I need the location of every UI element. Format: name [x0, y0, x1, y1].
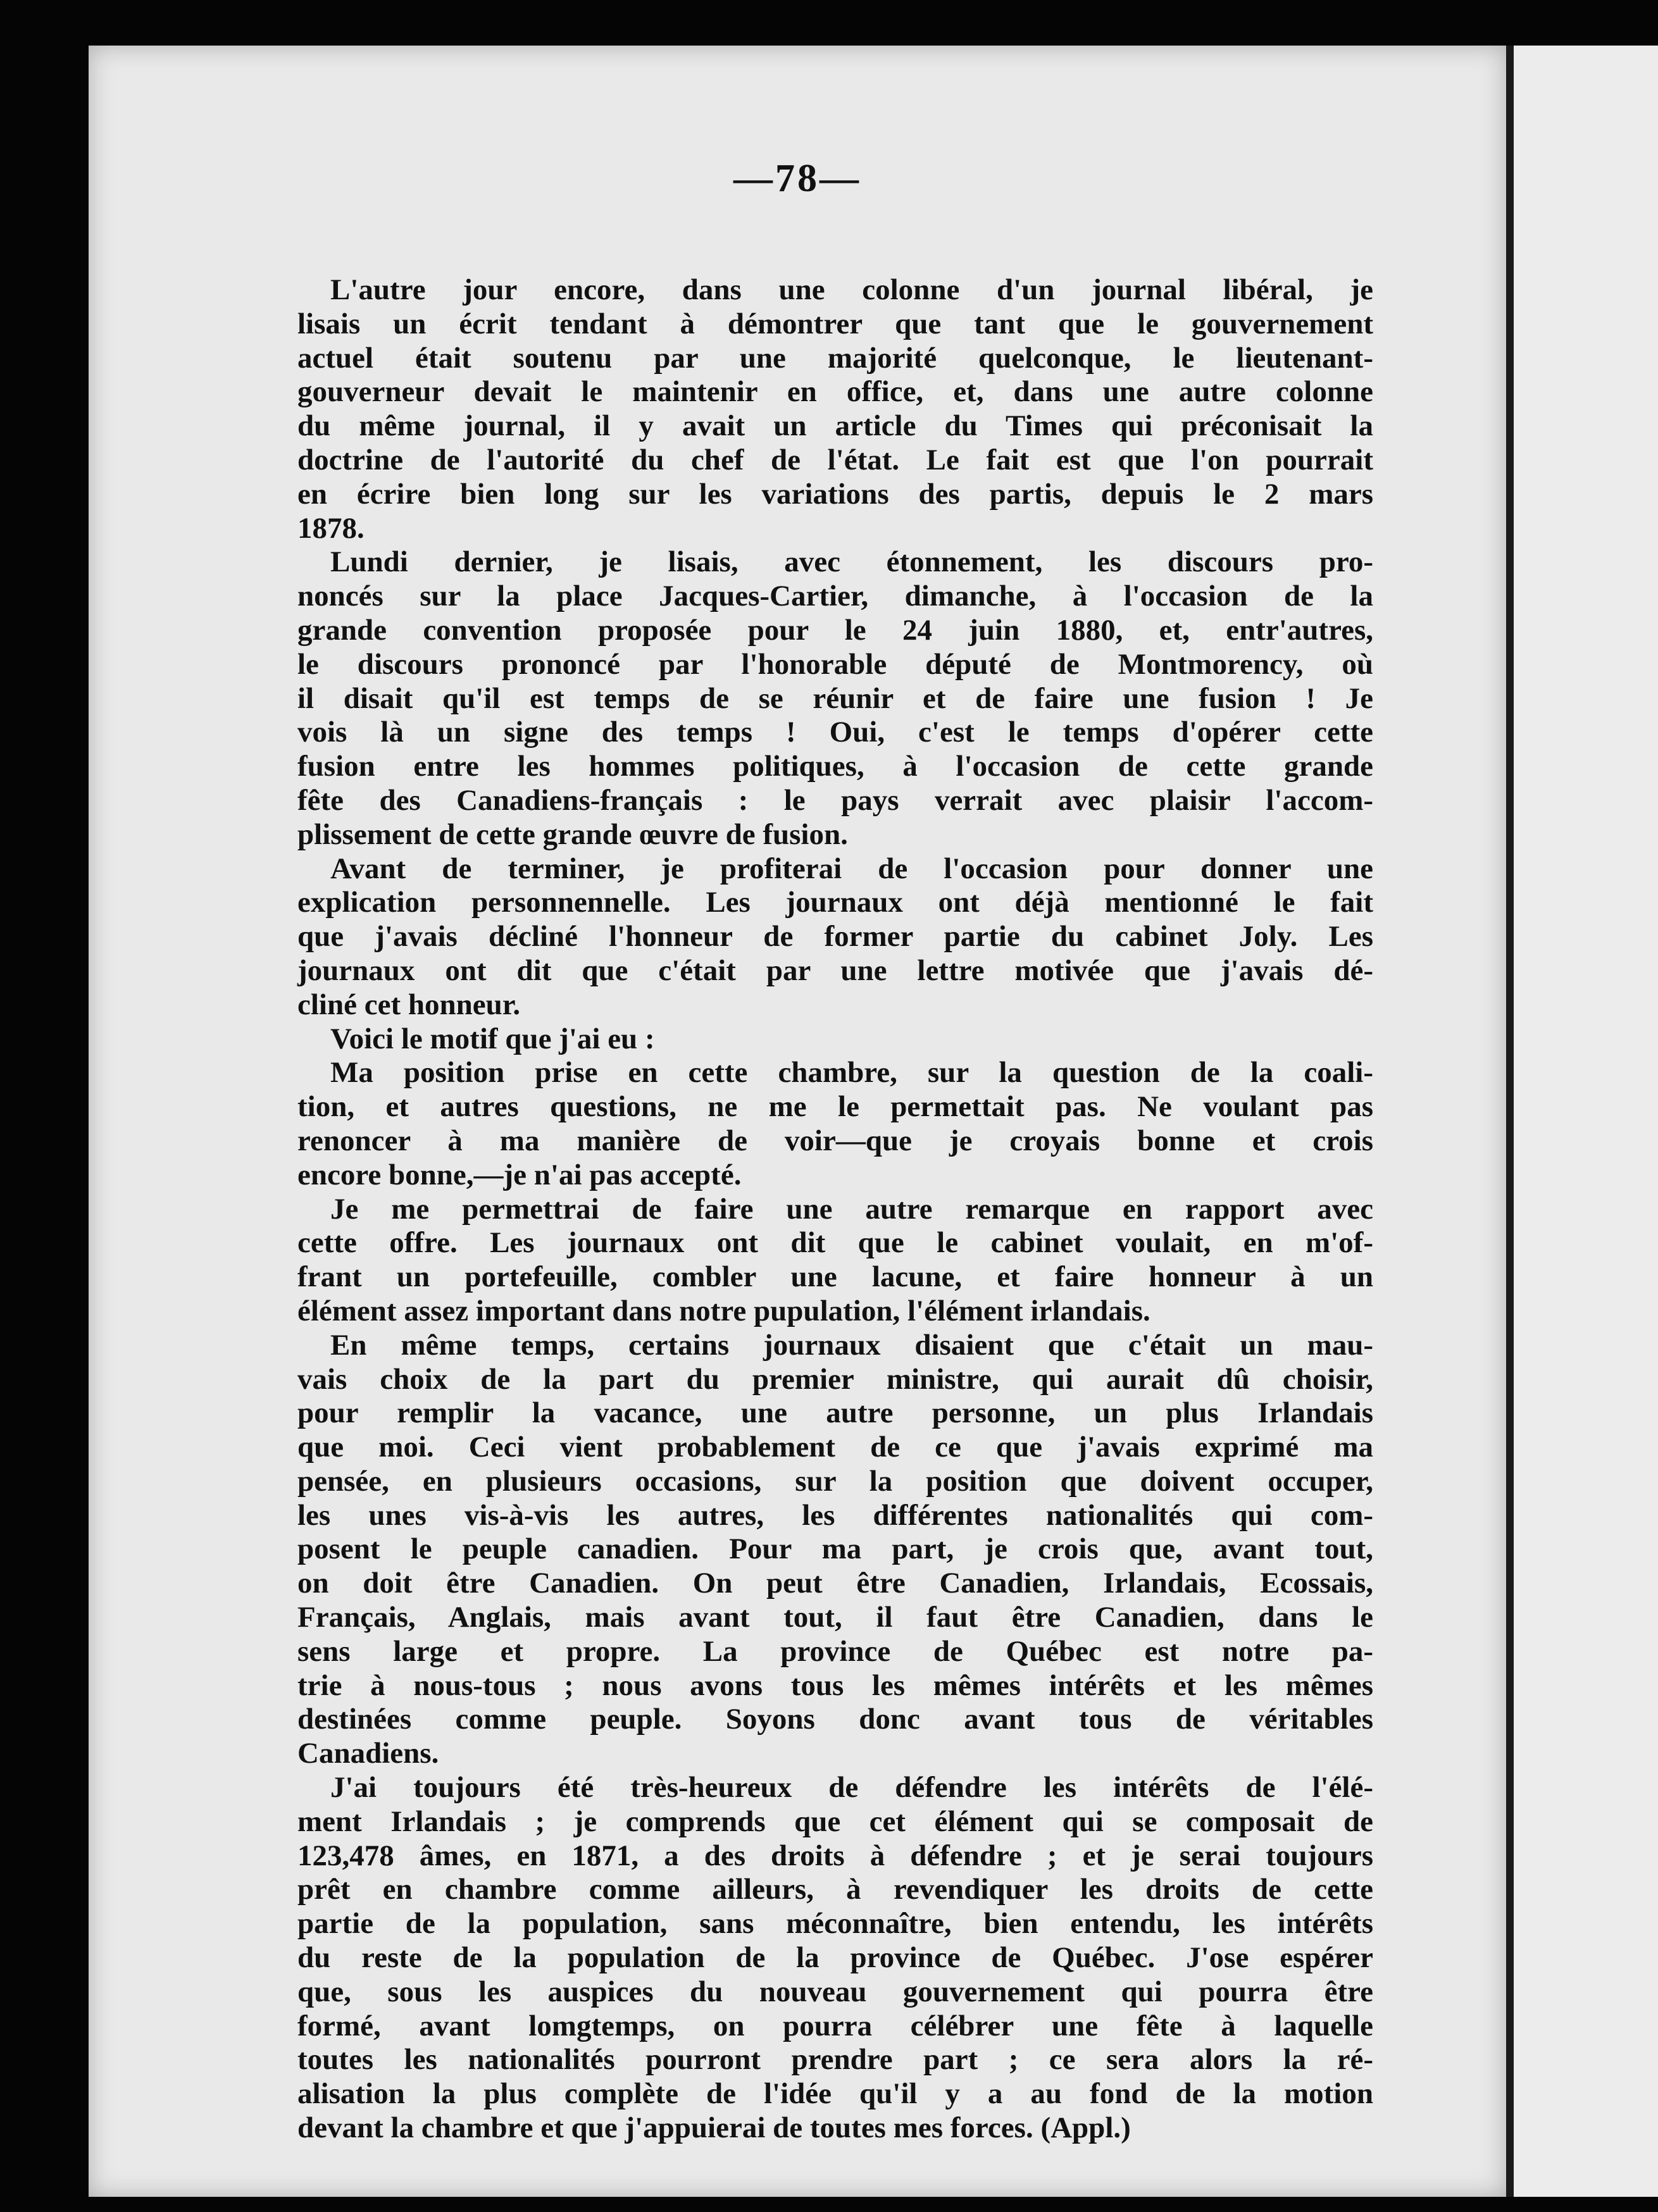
- text-line: encore bonne,—je n'ai pas accepté.: [297, 1158, 742, 1191]
- text-line: doctrine de l'autorité du chef de l'état. Le fait est que l'on pourrait: [297, 443, 1373, 476]
- text-line: frant un portefeuille, combler une lacune, et faire honneur à un: [297, 1260, 1373, 1294]
- text-line: posent le peuple canadien. Pour ma part, je crois que, avant tout,: [297, 1532, 1373, 1566]
- text-line: le discours prononcé par l'honorable député de Montmorency, où: [297, 647, 1373, 681]
- text-line: sens large et propre. La province de Québec est notre pa-: [297, 1634, 1373, 1668]
- text-line: partie de la population, sans méconnaître, bien entendu, les intérêts: [297, 1907, 1373, 1941]
- facing-page-edge: [1514, 46, 1658, 2197]
- text-line: Voici le motif que j'ai eu :: [330, 1022, 655, 1055]
- text-line: grande convention proposée pour le 24 juin 1880, et, entr'autres,: [297, 613, 1373, 647]
- text-line: du même journal, il y avait un article du Times qui préconisait la: [297, 409, 1373, 443]
- text-line: journaux ont dit que c'était par une lettre motivée que j'avais dé-: [297, 954, 1373, 987]
- text-line: vois là un signe des temps ! Oui, c'est le temps d'opérer cette: [297, 716, 1373, 749]
- text-line: lisais un écrit tendant à démontrer que tant que le gouvernement: [297, 307, 1373, 340]
- text-line: cliné cet honneur.: [297, 988, 521, 1021]
- page-spine-shadow: [1506, 46, 1514, 2197]
- text-line: actuel était soutenu par une majorité quelconque, le lieutenant-: [297, 341, 1373, 375]
- text-line: ment Irlandais ; je comprends que cet élément qui se composait de: [297, 1805, 1373, 1838]
- text-line: pour remplir la vacance, une autre personne, un plus Irlandais: [297, 1396, 1373, 1430]
- text-line: cette offre. Les journaux ont dit que le cabinet voulait, en m'of-: [297, 1226, 1373, 1260]
- text-line: que, sous les auspices du nouveau gouvernement qui pourra être: [297, 1975, 1373, 2008]
- text-line: 1878.: [297, 511, 365, 545]
- text-line: Ma position prise en cette chambre, sur la question de la coali-: [330, 1056, 1373, 1090]
- text-line: vais choix de la part du premier ministre, qui aurait dû choisir,: [297, 1362, 1373, 1396]
- text-line: explication personnennelle. Les journaux ont déjà mentionné le fait: [297, 886, 1373, 919]
- text-line: prêt en chambre comme ailleurs, à revendiquer les droits de cette: [297, 1873, 1373, 1906]
- text-line: fête des Canadiens-français : le pays verrait avec plaisir l'accom-: [297, 783, 1373, 817]
- text-line: toutes les nationalités pourront prendre part ; ce sera alors la ré-: [297, 2043, 1373, 2077]
- body-text: [297, 273, 1373, 2146]
- text-line: que j'avais décliné l'honneur de former partie du cabinet Joly. Les: [297, 920, 1373, 954]
- text-line: destinées comme peuple. Soyons donc avant tous de véritables: [297, 1703, 1373, 1736]
- text-line: 123,478 âmes, en 1871, a des droits à défendre ; et je serai toujours: [297, 1839, 1373, 1872]
- text-line: En même temps, certains journaux disaient que c'était un mau-: [330, 1328, 1373, 1362]
- text-line: renoncer à ma manière de voir—que je croyais bonne et crois: [297, 1124, 1373, 1157]
- text-line: pensée, en plusieurs occasions, sur la position que doivent occuper,: [297, 1464, 1373, 1498]
- text-line: trie à nous-tous ; nous avons tous les mêmes intérêts et les mêmes: [297, 1668, 1373, 1702]
- text-line: en écrire bien long sur les variations des partis, depuis le 2 mars: [297, 477, 1373, 511]
- text-line: on doit être Canadien. On peut être Canadien, Irlandais, Ecossais,: [297, 1567, 1373, 1600]
- text-line: devant la chambre et que j'appuierai de toutes mes forces. (Appl.): [297, 2111, 1131, 2145]
- text-line: tion, et autres questions, ne me le permettait pas. Ne voulant pas: [297, 1090, 1373, 1124]
- text-line: alisation la plus complète de l'idée qu'il y a au fond de la motion: [297, 2077, 1373, 2111]
- page-number: —78—: [733, 157, 861, 200]
- text-line: Avant de terminer, je profiterai de l'occasion pour donner une: [330, 852, 1373, 885]
- text-line: élément assez important dans notre pupulation, l'élément irlandais.: [297, 1294, 1150, 1327]
- text-line: Lundi dernier, je lisais, avec étonnement, les discours pro-: [330, 545, 1373, 579]
- text-line: Je me permettrai de faire une autre remarque en rapport avec: [330, 1192, 1373, 1226]
- text-line: L'autre jour encore, dans une colonne d'un journal libéral, je: [330, 273, 1373, 306]
- scanned-page: [89, 46, 1506, 2197]
- text-line: du reste de la population de la province de Québec. J'ose espérer: [297, 1941, 1373, 1975]
- text-line: Canadiens.: [297, 1737, 439, 1770]
- text-line: Français, Anglais, mais avant tout, il faut être Canadien, dans le: [297, 1601, 1373, 1634]
- text-line: J'ai toujours été très-heureux de défendre les intérêts de l'élé-: [330, 1771, 1373, 1805]
- text-line: gouverneur devait le maintenir en office, et, dans une autre colonne: [297, 375, 1373, 409]
- text-line: noncés sur la place Jacques-Cartier, dimanche, à l'occasion de la: [297, 580, 1373, 613]
- text-line: formé, avant lomgtemps, on pourra célébrer une fête à laquelle: [297, 2009, 1373, 2042]
- text-line: il disait qu'il est temps de se réunir et de faire une fusion ! Je: [297, 681, 1373, 715]
- text-line: que moi. Ceci vient probablement de ce que j'avais exprimé ma: [297, 1431, 1373, 1464]
- text-line: plissement de cette grande œuvre de fusion.: [297, 817, 848, 851]
- text-line: les unes vis-à-vis les autres, les différentes nationalités qui com-: [297, 1498, 1373, 1532]
- text-line: fusion entre les hommes politiques, à l'occasion de cette grande: [297, 750, 1373, 783]
